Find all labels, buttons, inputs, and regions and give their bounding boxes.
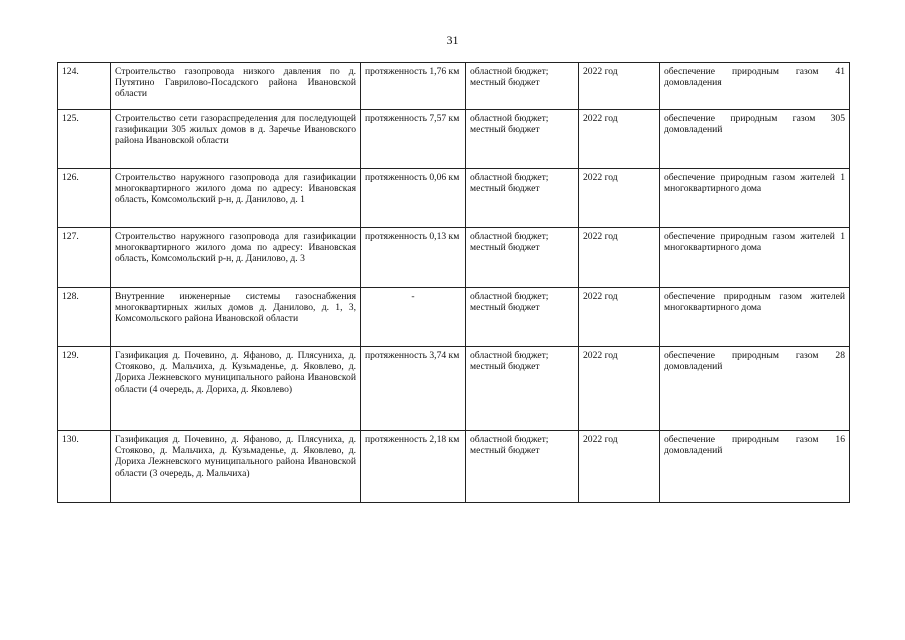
- expected-result: обеспечение природным газом жителей 1 многоквартирного дома: [660, 169, 850, 228]
- gasification-table: [57, 62, 850, 503]
- row-number: 130.: [58, 431, 111, 503]
- completion-year: 2022 год: [579, 288, 660, 347]
- completion-year: 2022 год: [579, 110, 660, 169]
- table-row: [58, 63, 850, 110]
- project-name: Строительство наружного газопровода для газификации многоквартирного жилого дома по адресу: Ивановская область, Комсомольский р-н, д. Данилово, д. 3: [111, 228, 361, 288]
- row-number: 128.: [58, 288, 111, 347]
- row-number: 126.: [58, 169, 111, 228]
- funding-source: областной бюджет; местный бюджет: [466, 431, 579, 503]
- table-row: [58, 228, 850, 288]
- project-name: Газификация д. Почевино, д. Яфаново, д. Плясуниха, д. Стояково, д. Мальчиха, д. Кузьмаденье, д. Яковлево, д. Дориха Лежневского муниципального района Ивановской области (4 очередь, д. Дориха, д. Яковлево): [111, 347, 361, 431]
- project-name: Строительство наружного газопровода для газификации многоквартирного жилого дома по адресу: Ивановская область, Комсомольский р-н, д. Даниловo, д. 1: [111, 169, 361, 228]
- expected-result: обеспечение природным газом жителей многоквартирного дома: [660, 288, 850, 347]
- funding-source: областной бюджет; местный бюджет: [466, 288, 579, 347]
- table-row: [58, 288, 850, 347]
- table-row: [58, 431, 850, 503]
- table-row: [58, 169, 850, 228]
- pipeline-length: протяженность 7,57 км: [361, 110, 466, 169]
- completion-year: 2022 год: [579, 169, 660, 228]
- project-name: Внутренние инженерные системы газоснабжения многоквартирных жилых домов д. Данилово, д. 1, 3, Комсомольского района Ивановской области: [111, 288, 361, 347]
- project-name: Газификация д. Почевино, д. Яфаново, д. Плясуниха, д. Стояково, д. Мальчиха, д. Кузьмаденье, д. Яковлево, д. Дориха Лежневского муниципального района Ивановской области (3 очередь, д. Мальчиха): [111, 431, 361, 503]
- funding-source: областной бюджет; местный бюджет: [466, 169, 579, 228]
- pipeline-length: протяженность 0,06 км: [361, 169, 466, 228]
- expected-result: обеспечение природным газом 28 домовладений: [660, 347, 850, 431]
- completion-year: 2022 год: [579, 228, 660, 288]
- pipeline-length: протяженность 2,18 км: [361, 431, 466, 503]
- project-name: Строительство газопровода низкого давления по д. Путятино Гаврилово-Посадского района Ивановской области: [111, 63, 361, 110]
- row-number: 124.: [58, 63, 111, 110]
- expected-result: обеспечение природным газом 305 домовладений: [660, 110, 850, 169]
- completion-year: 2022 год: [579, 347, 660, 431]
- funding-source: областной бюджет; местный бюджет: [466, 63, 579, 110]
- pipeline-length: протяженность 1,76 км: [361, 63, 466, 110]
- row-number: 125.: [58, 110, 111, 169]
- table-row: [58, 347, 850, 431]
- funding-source: областной бюджет; местный бюджет: [466, 347, 579, 431]
- funding-source: областной бюджет; местный бюджет: [466, 228, 579, 288]
- expected-result: обеспечение природным газом жителей 1 многоквартирного дома: [660, 228, 850, 288]
- page-number: 31: [446, 33, 459, 47]
- pipeline-length: -: [361, 288, 466, 347]
- expected-result: обеспечение природным газом 41 домовладения: [660, 63, 850, 110]
- table-row: [58, 110, 850, 169]
- expected-result: обеспечение природным газом 16 домовладений: [660, 431, 850, 503]
- funding-source: областной бюджет; местный бюджет: [466, 110, 579, 169]
- pipeline-length: протяженность 3,74 км: [361, 347, 466, 431]
- completion-year: 2022 год: [579, 63, 660, 110]
- pipeline-length: протяженность 0,13 км: [361, 228, 466, 288]
- row-number: 129.: [58, 347, 111, 431]
- row-number: 127.: [58, 228, 111, 288]
- project-name: Строительство сети газораспределения для последующей газификации 305 жилых домов в д. Заречье Ивановского района Ивановской области: [111, 110, 361, 169]
- completion-year: 2022 год: [579, 431, 660, 503]
